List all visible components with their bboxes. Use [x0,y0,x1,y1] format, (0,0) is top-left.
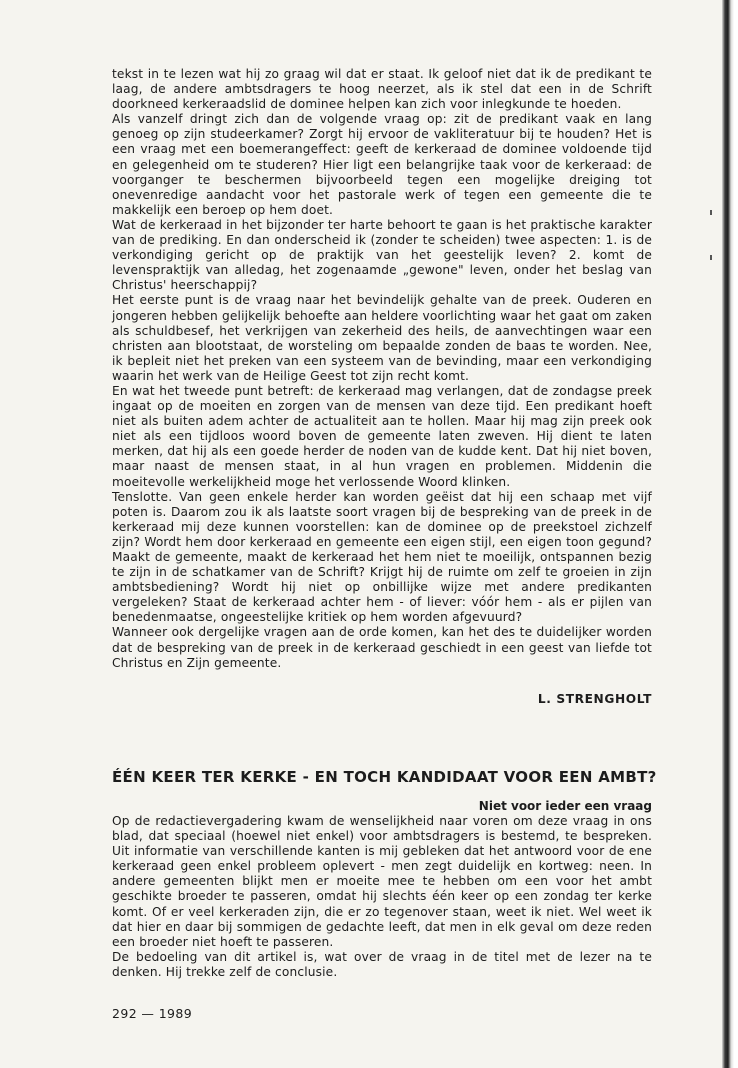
paragraph: Op de redactievergadering kwam de wenselijkheid naar voren om deze vraag in ons blad, dat speciaal (hoewel niet enkel) voor ambtsdragers is bestemd, te bespreken. Uit informatie van verschillende kanten is mij gebleken dat het antwoord voor de ene kerkeraad geen enkel probleem oplevert - men zegt duidelijk en kortweg: neen. In andere gemeenten blijkt men er moeite mee te hebben om een voor het ambt geschikte broeder te passeren, omdat hij slechts één keer op een zondag ter kerke komt. Of er veel kerkeraden zijn, die er zo tegenover staan, weet ik niet. Wel weet ik dat hier en daar bij sommigen de gedachte leeft, dat men in elk geval om deze reden een broeder niet hoeft te passeren. [112,814,652,949]
paragraph: En wat het tweede punt betreft: de kerkeraad mag verlangen, dat de zondagse preek ingaat op de moeiten en zorgen van de mensen van deze tijd. Een predikant hoeft niet als buiten adem achter de actualiteit aan te hollen. Maar hij mag zijn preek ook niet als een tijdloos woord boven de gemeente laten zweven. Hij dient te laten merken, dat hij als een goede herder de noden van de kudde kent. Dat hij niet boven, maar naast de mensen staat, in al hun vragen en problemen. Middenin die moeitevolle werkelijkheid moge het verlossende Woord klinken. [112,383,652,489]
paragraph: De bedoeling van dit artikel is, wat over de vraag in de titel met de lezer na te denken. Hij trekke zelf de conclusie. [112,949,652,979]
paragraph: Als vanzelf dringt zich dan de volgende vraag op: zit de predikant vaak en lang genoeg op zijn studeerkamer? Zorgt hij ervoor de vakliteratuur bij te houden? Het is een vraag met een boemerangeffect: geeft de kerkeraad de dominee voldoende tijd en gelegenheid om te studeren? Hier ligt een belangrijke taak voor de kerkeraad: de voorganger te beschermen bijvoorbeeld tegen een mogelijke dreiging tot onevenredige aandacht voor het pastorale werk of tegen een gemeente die te makkelijk een beroep op hem doet. [112,112,652,217]
margin-mark [710,210,712,215]
author-signature: L. STRENGHOLT [537,692,652,706]
paragraph: Wanneer ook dergelijke vragen aan de orde komen, kan het des te duidelijker worden dat de bespreking van de preek in de kerkeraad geschiedt in een geest van liefde tot Christus en Zijn gemeente. [112,625,652,670]
page-edge [722,0,738,1068]
article-body [112,67,652,671]
margin-mark [710,255,712,260]
article-body [112,814,652,980]
article-title: ÉÉN KEER TER KERKE - EN TOCH KANDIDAAT VOOR EEN AMBT? [112,768,657,786]
page-number: 292 — 1989 [112,1006,193,1021]
paragraph: Wat de kerkeraad in het bijzonder ter harte behoort te gaan is het praktische karakter van de prediking. En dan onderscheid ik (zonder te scheiden) twee aspecten: 1. is de verkondiging gericht op de praktijk van het geestelijk leven? 2. komt de levenspraktijk van alledag, het zogenaamde „gewone" leven, onder het beslag van Christus' heerschappij? [112,217,652,293]
paragraph: Het eerste punt is de vraag naar het bevindelijk gehalte van de preek. Ouderen en jongeren hebben gelijkelijk behoefte aan heldere voorlichting waar het gaat om zaken als schuldbesef, het verkrijgen van zekerheid des heils, de aanvechtingen waar een christen aan blootstaat, de worsteling om bepaalde zonden de baas te worden. Nee, ik bepleit niet het preken van een systeem van de bevinding, maar een verkondiging waarin het werk van de Heilige Geest tot zijn recht komt. [112,293,652,383]
paragraph: Tenslotte. Van geen enkele herder kan worden geëist dat hij een schaap met vijf poten is. Daarom zou ik als laatste soort vragen bij de bespreking van de preek in de kerkeraad mij deze kunnen voorstellen: kan de dominee op de preekstoel zichzelf zijn? Wordt hem door kerkeraad en gemeente een eigen stijl, een eigen toon gegund? Maakt de gemeente, maakt de kerkeraad het hem niet te moeilijk, ontspannen bezig te zijn in de schatkamer van de Schrift? Krijgt hij de ruimte om zelf te groeien in zijn ambtsbediening? Wordt hij niet op onbillijke wijze met andere predikanten vergeleken? Staat de kerkeraad achter hem - of liever: vóór hem - als er pijlen van benedenmaatse, ongeestelijke kritiek op hem worden afgevuurd? [112,489,652,625]
paragraph: tekst in te lezen wat hij zo graag wil dat er staat. Ik geloof niet dat ik de predikant te laag, de andere ambtsdragers te hoog neerzet, als ik stel dat een in de Schrift doorkneed kerkeraadslid de dominee helpen kan zich voor inlegkunde te hoeden. [112,67,652,112]
article-subtitle: Niet voor ieder een vraag [478,799,652,813]
